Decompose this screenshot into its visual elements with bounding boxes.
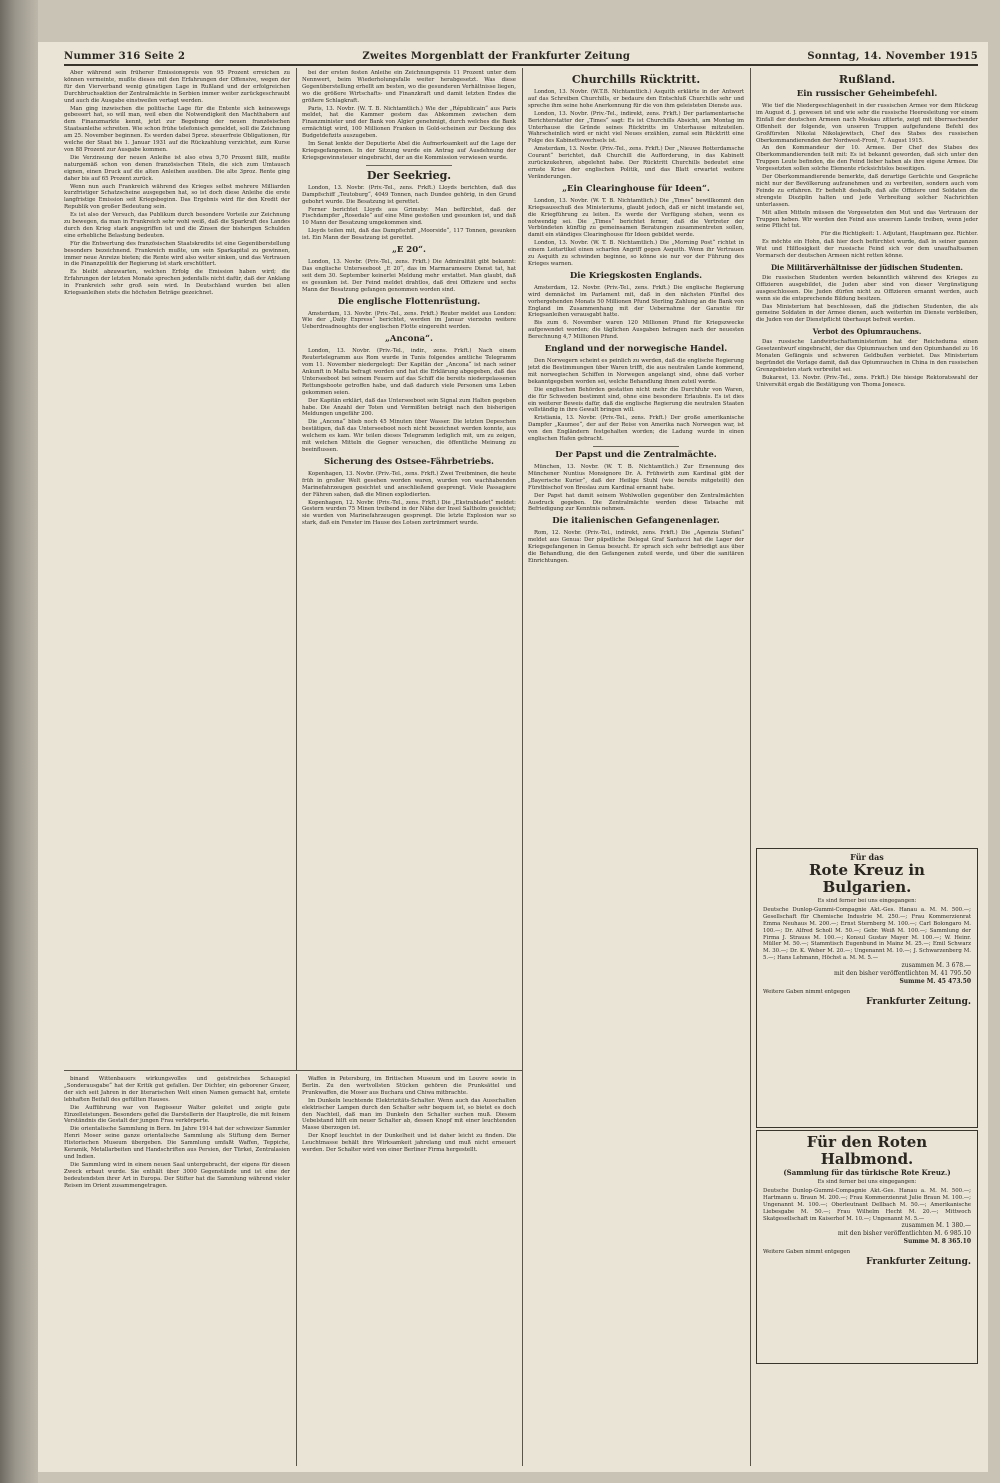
rotkreuz-box [756, 848, 978, 1128]
halbmond-subtitle: (Sammlung für das türkische Rote Kreuz.) [783, 1168, 951, 1177]
article-paragraph: bei der ersten festen Anleihe ein Zeichnungspreis 11 Prozent unter dem Nennwert, beim Wiederholungsfalle weiter herabgesetzt. Was diese Gegenüberstellung erhellt am besten, wo die gesunderen Verhältnisse liegen, wo die größere Wirtschafts- und Finanzkraft und damit letzten Endes die größere Schlagkraft. [302, 70, 516, 104]
column-rule [750, 68, 751, 1466]
section-rule [64, 1070, 522, 1071]
article-paragraph: Der Kapitän erklärt, daß das Unterseeboot sein Signal zum Halten gegeben habe. Die Anzahl der Toten und Vermißten beträgt nach den bisherigen Meldungen ungefähr 200. [302, 397, 516, 418]
article-paragraph: binand Wittenbauers wirkungsvolles und geistreiches Schauspiel „Sonderausgabe“ hat der Kritik gut gefallen. Der Dichter, ein geborener Grazer, der sich seit Jahren in der literarischen Welt einen Namen gemacht hat, erntete lebhaften Beifall des gefüllten Hauses. [64, 1076, 290, 1103]
article-paragraph: Mit allen Mitteln müssen die Vorgesetzten den Mut und das Vertrauen der Truppen heben. Wir werden den Feind aus unserem Lande treiben, wenn jeder seine Pflicht tut. [756, 209, 978, 230]
seekrieg-heading: Der Seekrieg. [366, 168, 452, 182]
article-paragraph: Die Aufführung war von Regisseur Walter geleitet und zeigte gute Einzelleistungen. Besonders gefiel die Darstellerin der Hauptrolle, die mit feinem Verständnis die Gestalt der jungen Frau verkörperte. [64, 1104, 290, 1125]
article-paragraph: Im Dunkeln leuchtende Elektrizitäts-Schalter. Wenn auch das Ausschalten elektrischer Lampen durch den Schalter sehr bequem ist, so bietet es doch den Nachteil, daß man im Dunkeln den Schalter suchen muß. Diesem Uebelstand hilft ein neuer Schalter ab, dessen Knopf mit einer leuchtenden Masse überzogen ist. [302, 1097, 516, 1132]
halbmond-donations: Deutsche Dunlop-Gummi-Compagnie Akt.-Ges. Hanau a. M. M. 500.—; Hartmann u. Braun M. 200.—; Frau Kommerzienrat Julie Braun M. 100.—; Ungenannt M. 100.—; Oberleutnant Dellbach M. 50.—; Amerikanische Liebesgabe M. 50.—; Frau Wilhelm Hecht M. 20.—; Mittwoch Skatgesellschaft im Kaiserhof M. 10.—; Ungenannt M. 5.— [763, 1187, 971, 1222]
article-paragraph: Amsterdam, 13. Novbr. (Priv.-Tel., zens. Frkft.) Reuter meldet aus London: Wie der „Daily Express“ berichtet, werden im Januar vierzehn weitere Ueberdreadnoughts der englischen Flotte eingereiht werden. [302, 310, 516, 331]
churchill-heading: Churchills Rücktritt. [571, 73, 701, 86]
article-paragraph: Es bleibt abzuwarten, welchen Erfolg die Emission haben wird; die Erfahrungen der letzten Monate sprechen jedenfalls nicht dafür, daß der Anklang in Frankreich sehr groß sein wird. In Deutschland wurden bei allen Kriegsanleihen stets die höchsten Beträge gezeichnet. [64, 269, 290, 297]
article-paragraph: Aber während sein früherer Emissionspreis von 95 Prozent erreichen zu können vermeinte, mußte dieses mit den Erfahrungen der Offensive, wegen der für den Vierverband wenig günstigen Lage in Rußland und der erfolgreichen Durchbruchsaktion der Zentralmächte in Serbien immer weiter zurückgeschraubt und auch die Ausgabe einstweilen vertagt werden. [64, 70, 290, 104]
halbmond-sum2: mit den bisher veröffentlichten M. 6 985.10 [837, 1230, 971, 1238]
rotkreuz-pre: Für das [850, 852, 884, 862]
article-paragraph: Es ist also der Versuch, das Publikum durch besondere Vorteile zur Zeichnung zu bewegen, da man in Frankreich sehr wohl weiß, daß die Sparkraft des Landes durch den Krieg stark angegriffen ist und die Zinsen der bisherigen Schulden eine erhebliche Belastung bedeuten. [64, 212, 290, 239]
article-paragraph: London, 13. Novbr. (Priv.-Tel., indirekt, zens. Frkft.) Der parlamentarische Berichterstatter der „Times“ sagt: Es ist Churchills Absicht, am Montag im Unterhause die Gründe seines Rücktritts im Unterhause mitzuteilen. Wahrscheinlich wird er nicht viel Neues erzählen, zumal sein Rücktritt eine Folge des Kabinettswechsels ist. [528, 110, 744, 145]
flotte-heading: Die englische Flottenrüstung. [337, 296, 481, 307]
ostsee-heading: Sicherung des Ostsee-Fährbetriebs. [323, 456, 495, 467]
article-paragraph: Amsterdam, 12. Novbr. (Priv.-Tel., zens. Frkft.) Die englische Regierung wird demnächst im Parlament mit, daß in den nächsten Fünftel des vorhergehenden Monats 50 Millionen Pfund Sterling Zahlung an die Bank von England im Zusammenhang mit der Uebernahme der Garantie für Kriegsanleihen verausgabt hatte. [528, 284, 744, 319]
article-paragraph: London, 13. Novbr. (Priv.-Tel., zens. Frkft.) Die Admiralität gibt bekannt: Das englische Unterseeboot „E 20“, das im Marmarameere Dienst tat, hat seit dem 30. September keinerlei Meldung mehr erstattet. Man glaubt, daß es gesunken ist. Der Feind meldet drahtlos, daß drei Offiziere und sechs Mann der Besatzung gefangen genommen worden sind. [302, 259, 516, 293]
russland-subheading: Ein russischer Geheimbefehl. [796, 89, 938, 99]
header-date: Sonntag, 14. November 1915 [807, 50, 978, 62]
column-rule [296, 1074, 297, 1466]
article-paragraph: Der Oberkommandierende bemerkte, daß derartige Gerüchte und Gespräche nicht nur der Bevölkerung aufzunehmen und zu verbreiten, sondern auch vom Feinde zu erfahren. Er befiehlt deshalb, daß alle Offiziere und Soldaten die strengste Disziplin halten und jede Verbreitung solcher Nachrichten unterlassen. [756, 174, 978, 208]
article-paragraph: London, 13. Novbr. (Priv.-Tel., zens. Frkft.) Lloyds berichten, daß das Dampfschiff „Teutoburg“, 4049 Tonnen, nach Dundee gehörig, in den Grund gebohrt wurde. Die Besatzung ist gerettet. [302, 184, 516, 205]
column-rule [296, 68, 297, 1070]
article-paragraph: Der Papst hat damit seinem Wohlwollen gegenüber den Zentralmächten Ausdruck gegeben. Die Zentralmächte werden diese Tatsache mit Befriedigung zur Kenntnis nehmen. [528, 492, 744, 513]
feuilleton-column-1 [64, 1076, 290, 1464]
russland-closing: Es möchte ein Hohn, daß hier doch befürchtet wurde, daß in seiner ganzen Wut und Hilflosigkeit der russische Feind sich vor dem unaufhaltsamen Vormarsch der deutschen Armeen nicht retten könne. [756, 239, 978, 260]
clearinghouse-heading: „Ein Clearinghouse für Ideen“. [562, 183, 710, 194]
studenten-heading: Die Militärverhältnisse der jüdischen Studenten. [770, 262, 963, 272]
article-paragraph: Die Sammlung wird in einem neuen Saal untergebracht, der eigens für diesen Zweck erbaut wurde. Sie enthält über 3000 Gegenstände und ist eine der bedeutendsten ihrer Art in Europa. Der Stifter hat die Sammlung während vieler Reisen im Orient zusammengetragen. [64, 1161, 290, 1189]
article-paragraph: Der Knopf leuchtet in der Dunkelheit und ist daher leicht zu finden. Die Leuchtmasse behält ihre Wirksamkeit jahrelang und muß nicht erneuert werden. Der Schalter wird von einer Berliner Firma hergestellt. [302, 1133, 516, 1154]
article-paragraph: Man ging inzwischen die politische Lage für die Entente sich keineswegs gebessert hat, so will man, weil eben die Notwendigkeit den Machthabern auf dem Finanzmarkte kennt, jetzt zur Begebung der neuen französischen Staatsanleihe schreiten. Wie schon frühe telefonisch gemeldet, soll die Zeichnung am 25. November beginnen. Es werden dabei 5proz. steuerfreie Obligationen, für welche der Staat bis 1. Januar 1931 auf die Rückzahlung verzichtet, zum Kurse von 88 Prozent zur Ausgabe kommen. [64, 105, 290, 153]
header-issue: Nummer 316 Seite 2 [64, 50, 186, 62]
halbmond-more: Weitere Gaben nimmt entgegen [763, 1249, 851, 1256]
article-paragraph: Kopenhagen, 13. Novbr. (Priv.-Tel., zens. Frkft.) Zwei Treibminen, die heute früh in großer Welt gesehen worden waren, wurden von wachhabenden Marinefahrzeugen gesichtet und anschließend gesprengt. Viele Passagiere der Fähren sahen, daß die Minen explodierten. [302, 470, 516, 498]
feuilleton-column-2 [302, 1076, 516, 1464]
article-paragraph: London, 13. Novbr. (W.T.B. Nichtamtlich.) Asquith erklärte in der Antwort auf das Schreiben Churchills, er bedaure den Entschluß Churchills sehr und spreche ihm seine hohe Anerkennung für die von ihm geleisteten Dienste aus. [528, 89, 744, 109]
article-paragraph: Wenn nun auch Frankreich während des Krieges selbst mehrere Milliarden kurzfristiger Schatzscheine ausgegeben hat, so ist doch diese Anleihe die erste langfristige Emission seit Kriegsbeginn. Das Ergebnis wird für den Kredit der Republik von großer Bedeutung sein. [64, 183, 290, 211]
separator [366, 165, 452, 166]
rotkreuz-title: Rote Kreuz in Bulgarien. [809, 861, 925, 896]
article-paragraph: Paris, 13. Novbr. (W. T. B. Nichtamtlich.) Wie der „Républicain“ aus Paris meldet, hat die Kammer gestern das Abkommen zwischen dem Finanzminister und der Bank von Algier genehmigt, durch welches die Bank ermächtigt wird, 100 Millionen Franken in Gold-scheinen zur Deckung des Budgetdefizits auszugeben. [302, 105, 516, 140]
column-1 [64, 70, 290, 1066]
article-paragraph: Bis zum 6. November waren 120 Millionen Pfund für Kriegszwecke aufgewendet worden; die täglichen Ausgaben betragen nach der neuesten Berechnung 4,7 Millionen Pfund. [528, 320, 744, 341]
opium-heading: Verbot des Opiumrauchens. [812, 327, 922, 337]
rotkreuz-intro: Es sind ferner bei uns eingegangen: [817, 898, 917, 904]
page-header [64, 48, 978, 64]
article-paragraph: Bukarest, 13. Novbr. (Priv.-Tel., zens. Frkft.) Die hiesige Rektoratswahl der Universität ergab die Bestätigung von Thoma Jonescu. [756, 374, 978, 388]
russland-signature: Für die Richtigkeit: 1. Adjutant, Hauptmann gez. Richter. [820, 231, 978, 238]
header-rule [64, 64, 978, 66]
article-paragraph: Waffen in Petersburg, im Britischen Museum und im Louvre sowie in Berlin. Zu den wertvollsten Stücken gehören die Prunksättel und Prunkwaffen, die Moser aus Buchara und Chiwa mitbrachte. [302, 1076, 516, 1096]
halbmond-sum1: zusammen M. 1 380.— [901, 1222, 971, 1230]
halbmond-box [756, 1130, 978, 1364]
halbmond-title: Für den Roten Halbmond. [806, 1133, 928, 1168]
rotkreuz-more: Weitere Gaben nimmt entgegen [763, 989, 851, 996]
article-paragraph: München, 13. Novbr. (W. T. B. Nichtamtlich.) Zur Ernennung des Münchener Nuntius Monsignore Dr. A. Frühwirth zum Kardinal gibt der „Bayerische Kurier“, daß der Heilige Stuhl (wie bereits mitgeteilt) den Fürstbischof von Breslau zum Kardinal ernannt habe. [528, 463, 744, 491]
column-3 [528, 70, 744, 1462]
article-paragraph: London, 13. Novbr. (W. T. B. Nichtamtlich.) Die „Times“ bewillkommt den Kriegsausschuß des Ministeriums, glaubt jedoch, daß er nicht imstande sei, die Kriegführung zu leiten. Es werde der Verfügung stehen, wenn es notwendig sei. Die „Times“ berichtet ferner, daß die Vertreter der Verbündeten künftig zu gemeinsamen Beratungen zusammentreten sollen, damit ein ständiges Clearinghouse für Ideen gebildet werde. [528, 197, 744, 239]
article-paragraph: London, 13. Novbr. (Priv.-Tel., indir., zens. Frkft.) Nach einem Reutertelegramm aus Rom wurde in Tunis folgendes amtliche Telegramm vom 11. November niedergelegt: Der Kapitän der „Ancona“ ist nach seiner Ankunft in Malta befragt worden und hat die Erklärung abgegeben, daß das Unterseeboot bei seinem Feuern auf das Schiff die bereits niedergelassenen Rettungsboote getroffen habe, und daß dadurch viele Personen ums Leben gekommen seien. [302, 348, 516, 396]
column-rule [522, 68, 523, 1466]
halbmond-intro: Es sind ferner bei uns eingegangen: [817, 1179, 917, 1185]
article-paragraph: Die russischen Studenten werden bekanntlich während des Krieges zu Offizieren ausgebildet, die Juden aber sind von dieser Vergünstigung ausgeschlossen. Die Juden dürfen nicht zu Offizieren ernannt werden, auch wenn sie die entsprechende Bildung besitzen. [756, 274, 978, 302]
article-paragraph: Die Verzinsung der neuen Anleihe ist also etwa 5,70 Prozent fällt, mußte naturgemäß schon von denen französischen Titeln, die sich zum Umtausch eignen, einen Druck auf die alten Anleihen ausüben. Die alte 3proz. Rente ging daher bis auf 65 Prozent zurück. [64, 154, 290, 182]
rotkreuz-brand: Frankfurter Zeitung. [866, 997, 971, 1008]
newspaper-page [38, 42, 988, 1472]
article-paragraph: Amsterdam, 13. Novbr. (Priv.-Tel., zens. Frkft.) Der „Nieuwe Rotterdamsche Courant“ berichtet, daß Churchill die Aufforderung, in das Kabinett zurückzukehren, abgelehnt habe. Der Rücktritt Churchills bedeutet eine ernste Krise der englischen Politik, und das Blatt erwartet weitere Veränderungen. [528, 146, 744, 180]
rotkreuz-sum2: mit den bisher veröffentlichten M. 41 795.50 [834, 970, 971, 978]
header-masthead: Zweites Morgenblatt der Frankfurter Zeitung [362, 50, 631, 62]
article-paragraph: Für die Entwertung des französischen Staatskredits ist eine Gegenüberstellung besonders bezeichnend. Frankreich mußte, um sein Sparkapital zu gewinnen, immer neue Anreize bieten; die Rente wird also weiter sinken, und das Vertrauen in die Finanzpolitik der Regierung ist stark erschüttert. [64, 240, 290, 268]
article-paragraph: Wie tief die Niedergeschlagenheit in der russischen Armee vor dem Rückzug im August d. J. gewesen ist und wie sehr die russische Heeresleitung vor einem Einfall der deutschen Armeen nach Moskau zitterte, zeigt mit überraschender Offenheit der folgende, von unseren Truppen aufgefundene Befehl des Großfürsten Nikolai Nikolajewitsch, Chef des Stabes des russischen Oberkommandierenden der Nordwest-Front, 7. August 1915. [756, 103, 978, 144]
papst-heading: Der Papst und die Zentralmächte. [555, 449, 717, 460]
article-paragraph: Den Norwegern scheint es peinlich zu werden, daß die englische Regierung jetzt die Bestimmungen über Waren trifft, die aus neutralen Lande kommend, mit norwegischen Schiffen in Norwegen angelangt sind, ohne daß vorher bekanntgegeben worden sei, welche Behandlung ihnen zuteil werde. [528, 358, 744, 385]
norweg-heading: England und der norwegische Handel. [544, 344, 728, 355]
article-paragraph: Das russische Landwirtschaftsministerium hat der Reichsduma einen Gesetzentwurf eingebracht, der das Opiumrauchen und den Opiumhandel zu 16 Monaten Gefängnis und schweren Geldbußen verbietet. Das Ministerium begründet die Vorlage damit, daß das Opiumrauchen in China in den russischen Grenzgebieten stark verbreitet sei. [756, 339, 978, 373]
e20-heading: „E 20“. [391, 245, 426, 256]
separator [593, 446, 679, 447]
article-paragraph: Kopenhagen, 12. Novbr. (Priv.-Tel., zens. Frkft.) Die „Ekstrabladet“ meldet: Gestern wurden 75 Minen treibend in der Nähe der Insel Saltholm gesichtet; sie wurden von Marinefahrzeugen gesprengt. Die letzte Explosion war so stark, daß ein Fenster im Hause des Lotsen zertrümmert wurde. [302, 499, 516, 527]
article-paragraph: Kristiania, 13. Novbr. (Priv.-Tel., zens. Frkft.) Der große amerikanische Dampfer „Kaumee“, der auf der Reise von Amerika nach Norwegen war, ist von den Engländern festgehalten worden; die Ladung wurde in einen englischen Hafen gebracht. [528, 415, 744, 443]
article-paragraph: Im Senat lenkte der Deputierte Abel die Aufmerksamkeit auf die Lage der Kriegsgefangenen. In der Sitzung wurde ein Antrag auf Ausdehnung der Kriegsgewinnsteuer eingebracht, der an die Kommission verwiesen wurde. [302, 141, 516, 161]
article-paragraph: Die orientalische Sammlung in Bern. Im Jahre 1914 hat der schweizer Sammler Henri Moser seine ganze orientalische Sammlung als Stiftung dem Berner Historischen Museum übergeben. Die Sammlung umfaßt Waffen, Teppiche, Keramik, Metallarbeiten und Handschriften aus Persien, der Türkei, Zentralasien und Indien. [64, 1126, 290, 1160]
article-paragraph: Das Ministerium hat beschlossen, daß die jüdischen Studenten, die als gemeine Soldaten in der Armee dienen, auch weiterhin im Dienste verbleiben, die Juden von der Dienstpflicht überhaupt befreit werden. [756, 303, 978, 324]
rotkreuz-sum3: Summe M. 45 473.50 [899, 978, 971, 986]
ancona-heading: „Ancona“. [384, 334, 434, 345]
kosten-heading: Die Kriegskosten Englands. [569, 270, 703, 281]
book-binding [0, 0, 38, 1483]
gefangen-heading: Die italienischen Gefangenenlager. [552, 516, 720, 527]
rotkreuz-donations: Deutsche Dunlop-Gummi-Compagnie Akt.-Ges. Hanau a. M. M. 500.—; Gesellschaft für Chemische Industrie M. 250.—; Frau Kommerzienrat Emma Neuhaus M. 200.—; Ernst Sternberg M. 100.—; Carl Bolongaro M. 100.—; Dr. Alfred Scholl M. 50.—; Gebr. Weiß M. 100.—; Sammlung der Firma J. Strauss M. 100.—; Konsul Gustav Mayer M. 100.—; W. Heinr. Müller M. 50.—; Stammtisch Eugenbund in Mainz M. 25.—; Emil Schwarz M. 30.—; Dr. K. Weber M. 20.—; Ungenannt M. 10.—; J. Schwarzenberg M. 5.—; Hans Lehmann, Höchst a. M. M. 5.— [763, 906, 971, 962]
russland-heading: Rußland. [838, 73, 896, 86]
halbmond-brand: Frankfurter Zeitung. [866, 1257, 971, 1268]
article-paragraph: Die englischen Behörden gestatten nicht mehr die Durchfuhr von Waren, die für Schweden bestimmt sind, ohne eine besondere Erlaubnis. Es ist dies ein weiterer Beweis dafür, daß die englische Regierung die neutralen Staaten vollständig in ihre Gewalt bringen will. [528, 386, 744, 414]
column-4 [756, 70, 978, 840]
article-paragraph: Lloyds teilen mit, daß das Dampfschiff „Moorside“, 117 Tonnen, gesunken ist. Ein Mann der Besatzung ist gerettet. [302, 228, 516, 242]
article-paragraph: Die „Ancona“ blieb noch 45 Minuten über Wasser. Die letzten Depeschen bestätigen, daß das Unterseeboot noch nicht bezeichnet werden konnte, aus welchem es kam. Wir teilen dieses Telegramm lediglich mit, um zu zeigen, mit welchen Mitteln die Gegner versuchen, die öffentliche Meinung zu beeinflussen. [302, 419, 516, 453]
halbmond-sum3: Summe M. 8 365.10 [903, 1238, 971, 1246]
article-paragraph: An den Kommandeur der 10. Armee. Der Chef des Stabes des Oberkommandierenden teilt mit: Es ist bekannt geworden, daß sich unter den Truppen Leute befinden, die den Feind lieber haben als ihre eigene Armee. Die Vorgesetzten sollen solche Elemente rücksichtslos beseitigen. [756, 145, 978, 173]
article-paragraph: London, 13. Novbr. (W. T. B. Nichtamtlich.) Die „Morning Post“ richtet in einem Leitartikel einen scharfen Angriff gegen Asquith. Wenn ihr Vertrauen zu Asquith zu schwinden beginne, so könne sie nur vor der Führung des Krieges warnen. [528, 240, 744, 267]
article-paragraph: Ferner berichtet Lloyds aus Grimsby: Man befürchtet, daß der Fischdampfer „Rosedale“ auf eine Mine gestoßen und gesunken ist, und daß 10 Mann der Besatzung umgekommen sind. [302, 206, 516, 227]
article-paragraph: Rom, 12. Novbr. (Priv.-Tel., indirekt, zens. Frkft.) Die „Agenzia Stefani“ meldet aus Genua: Der päpstliche Delegat Graf Santucci hat die Lager der Kriegsgefangenen in Genua besucht. Er sprach sich sehr befriedigt aus über die Behandlung, die den Gefangenen zuteil werde, und über die sanitären Einrichtungen. [528, 530, 744, 564]
rotkreuz-sum1: zusammen M. 3 678.— [901, 962, 971, 970]
column-2 [302, 70, 516, 1066]
